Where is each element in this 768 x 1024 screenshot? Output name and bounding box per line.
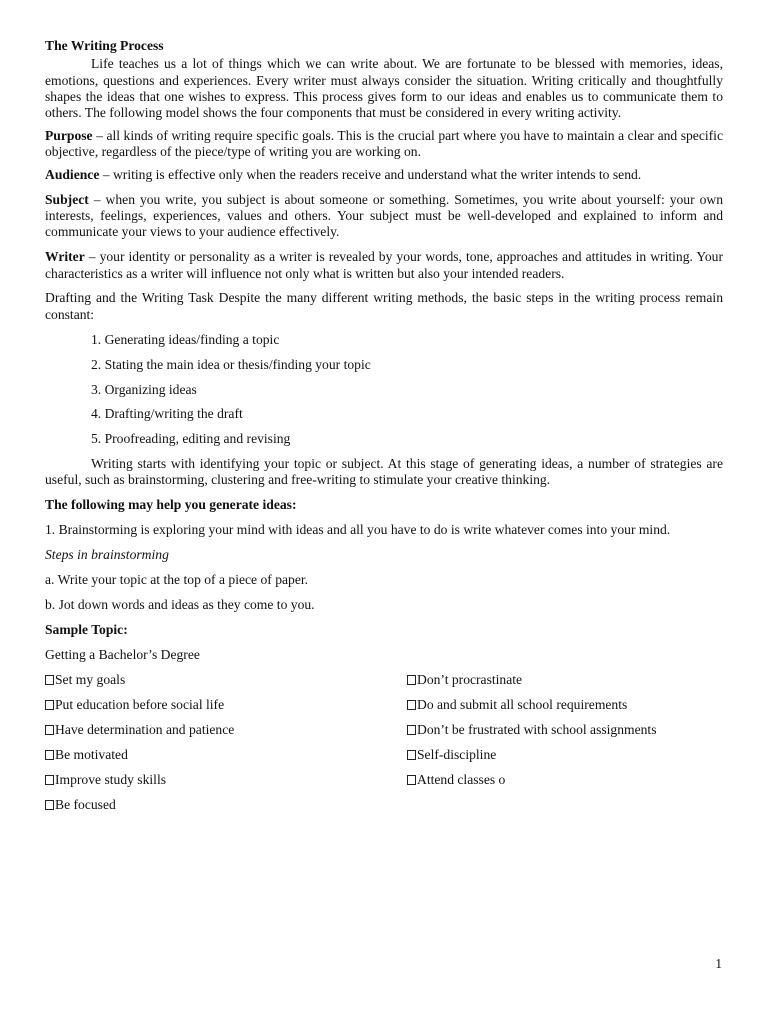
component-term: Subject xyxy=(45,191,89,207)
list-item-label: Be focused xyxy=(55,796,116,812)
list-item: 1. Generating ideas/finding a topic xyxy=(91,331,280,347)
list-item xyxy=(45,697,407,722)
brainstorming-paragraph: 1. Brainstorming is exploring your mind with ideas and all you have to do is write whatever comes into your mind. xyxy=(45,521,671,537)
drafting-paragraph: Drafting and the Writing Task Despite the many different writing methods, the basic steps in the writing process remain constant: xyxy=(45,290,723,322)
list-item xyxy=(407,722,723,747)
brainstorm-step: a. Write your topic at the top of a piece of paper. xyxy=(45,571,309,587)
list-item xyxy=(407,672,723,697)
list-item-label: Self-discipline xyxy=(417,746,497,762)
list-item-label: Do and submit all school requirements xyxy=(417,696,628,712)
list-item-label: Set my goals xyxy=(55,671,126,687)
list-item-label: Improve study skills xyxy=(55,771,167,787)
checkbox-icon xyxy=(45,750,54,760)
list-item xyxy=(407,697,723,722)
component-term: Audience xyxy=(45,167,100,183)
component-text: – your identity or personality as a writer is revealed by your words, tone, approaches and attitudes in writing. Your characteristics as a writer will influence not only what is written but also your intended readers. xyxy=(45,249,723,281)
sample-topic: Getting a Bachelor’s Degree xyxy=(45,646,200,662)
list-item xyxy=(45,747,407,772)
checkbox-icon xyxy=(45,775,54,785)
page-number: 1 xyxy=(715,956,722,971)
list-item xyxy=(45,722,407,747)
list-item: 5. Proofreading, editing and revising xyxy=(91,431,291,447)
writing-starts-paragraph: Writing starts with identifying your topic or subject. At this stage of generating ideas, a number of strategies are useful, such as brainstorming, clustering and free-writing to stimulate your creative thinking. xyxy=(45,455,723,488)
document-title: The Writing Process xyxy=(45,38,164,53)
checkbox-icon xyxy=(45,725,54,735)
sample-heading: Sample Topic: xyxy=(45,621,128,637)
checkbox-icon xyxy=(407,700,416,710)
list-item: 3. Organizing ideas xyxy=(91,381,197,397)
checklist xyxy=(45,672,723,822)
list-item-label: Don’t be frustrated with school assignments xyxy=(417,721,657,737)
brainstorm-step: b. Jot down words and ideas as they come to you. xyxy=(45,596,315,612)
component-text: – when you write, you subject is about someone or something. Sometimes, you write about yourself: your own interests, feelings, experiences, values and others. Your subject must be well-developed and explained to inform and communicate your views to your audience effectively. xyxy=(45,191,723,240)
help-heading: The following may help you generate ideas: xyxy=(45,497,297,513)
component-audience xyxy=(45,167,723,183)
checkbox-icon xyxy=(45,675,54,685)
list-item xyxy=(407,747,723,772)
writing-steps-list xyxy=(45,332,723,456)
checkbox-icon xyxy=(45,800,54,810)
list-item xyxy=(45,672,407,697)
list-item-label: Attend classes o xyxy=(417,771,506,787)
list-item-label: Don’t procrastinate xyxy=(417,671,523,687)
list-item xyxy=(45,772,407,797)
component-text: – writing is effective only when the readers receive and understand what the writer intends to send. xyxy=(99,167,642,183)
component-term: Writer xyxy=(45,249,85,265)
checkbox-icon xyxy=(407,675,416,685)
list-item: 4. Drafting/writing the draft xyxy=(91,406,243,422)
checkbox-icon xyxy=(407,725,416,735)
component-writer xyxy=(45,249,723,282)
intro-paragraph: Life teaches us a lot of things which we can write about. We are fortunate to be blessed with memories, ideas, emotions, questions and experiences. Every writer must always consider the situation. Writing critically and thoughtfully shapes the ideas that one wishes to express. This process gives form to our ideas and enables us to communicate them to others. The following model shows the four components that must be considered in every writing activity. xyxy=(45,56,723,121)
list-item xyxy=(45,797,407,822)
checkbox-icon xyxy=(45,700,54,710)
component-subject xyxy=(45,192,723,241)
list-item xyxy=(407,772,723,797)
steps-heading: Steps in brainstorming xyxy=(45,546,169,562)
checkbox-icon xyxy=(407,750,416,760)
component-text: – all kinds of writing require specific goals. This is the crucial part where you have to maintain a clear and specific objective, regardless of the piece/type of writing you are working on. xyxy=(45,127,723,160)
list-item-label: Have determination and patience xyxy=(55,721,235,737)
component-term: Purpose xyxy=(45,127,93,143)
component-purpose xyxy=(45,128,723,161)
checkbox-icon xyxy=(407,775,416,785)
list-item-label: Be motivated xyxy=(55,746,128,762)
document-page xyxy=(45,38,723,822)
list-item-label: Put education before social life xyxy=(55,696,225,712)
list-item: 2. Stating the main idea or thesis/finding your topic xyxy=(91,356,371,372)
